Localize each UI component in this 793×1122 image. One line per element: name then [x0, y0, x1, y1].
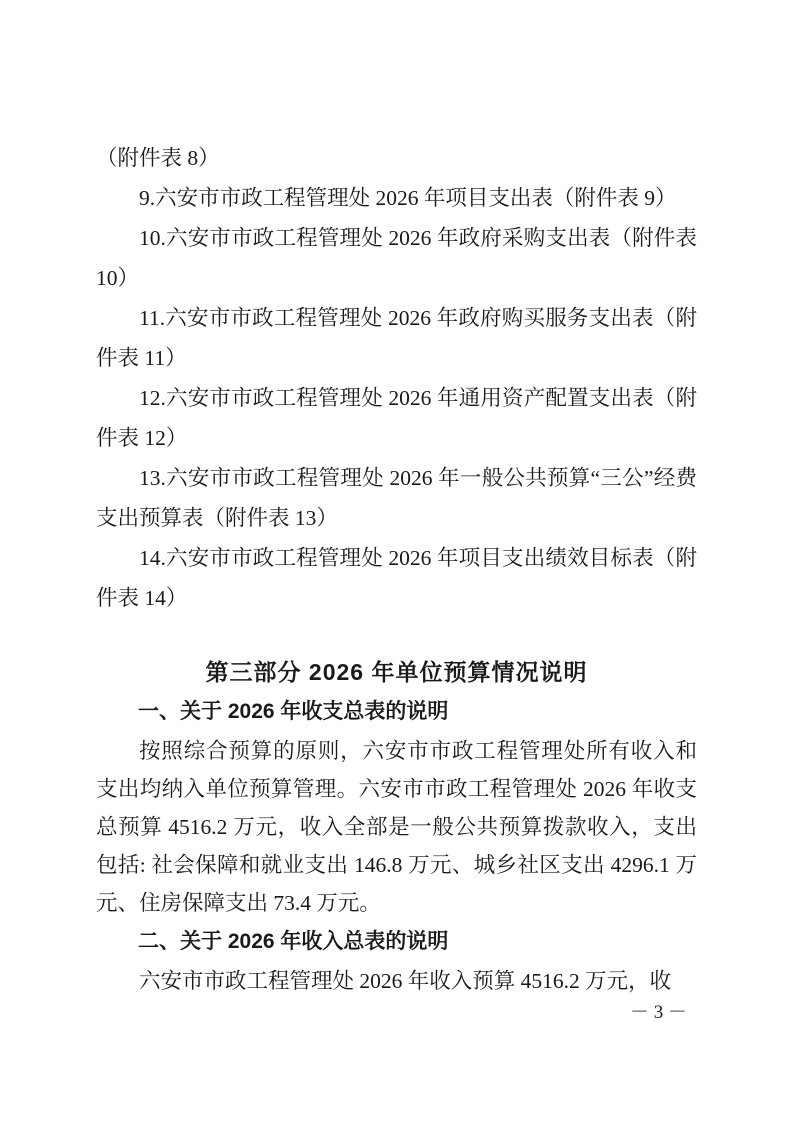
attachment-item-8-continuation: （附件表 8）	[96, 146, 220, 170]
attachment-item-12: 12.六安市市政工程管理处 2026 年通用资产配置支出表（附件表 12）	[96, 386, 697, 450]
subsection-heading-2: 二、关于 2026 年收入总表的说明	[138, 930, 449, 953]
attachment-item-10: 10.六安市市政工程管理处 2026 年政府采购支出表（附件表 10）	[96, 226, 697, 290]
attachment-item-9: 9.六安市市政工程管理处 2026 年项目支出表（附件表 9）	[139, 186, 677, 210]
paragraph-income-summary: 六安市市政工程管理处 2026 年收入预算 4516.2 万元，收	[139, 969, 672, 993]
page-number: － 3 －	[629, 1002, 687, 1023]
document-content	[96, 138, 697, 1000]
attachment-item-11: 11.六安市市政工程管理处 2026 年政府购买服务支出表（附件表 11）	[96, 306, 697, 370]
attachment-item-14: 14.六安市市政工程管理处 2026 年项目支出绩效目标表（附件表 14）	[96, 546, 697, 610]
subsection-heading-1: 一、关于 2026 年收支总表的说明	[138, 700, 449, 723]
paragraph-budget-overview: 按照综合预算的原则，六安市市政工程管理处所有收入和支出均纳入单位预算管理。六安市市政工程管理处 2026 年收支总预算 4516.2 万元，收入全部是一般公共预算拨款收入，支出包括: 社会保障和就业支出 146.8 万元、城乡社区支出 4296.1 万元、住房保障支出 73.4 万元。	[96, 739, 697, 915]
attachment-item-13: 13.六安市市政工程管理处 2026 年一般公共预算“三公”经费支出预算表（附件表 13）	[96, 466, 697, 530]
section-title: 第三部分 2026 年单位预算情况说明	[205, 659, 588, 685]
